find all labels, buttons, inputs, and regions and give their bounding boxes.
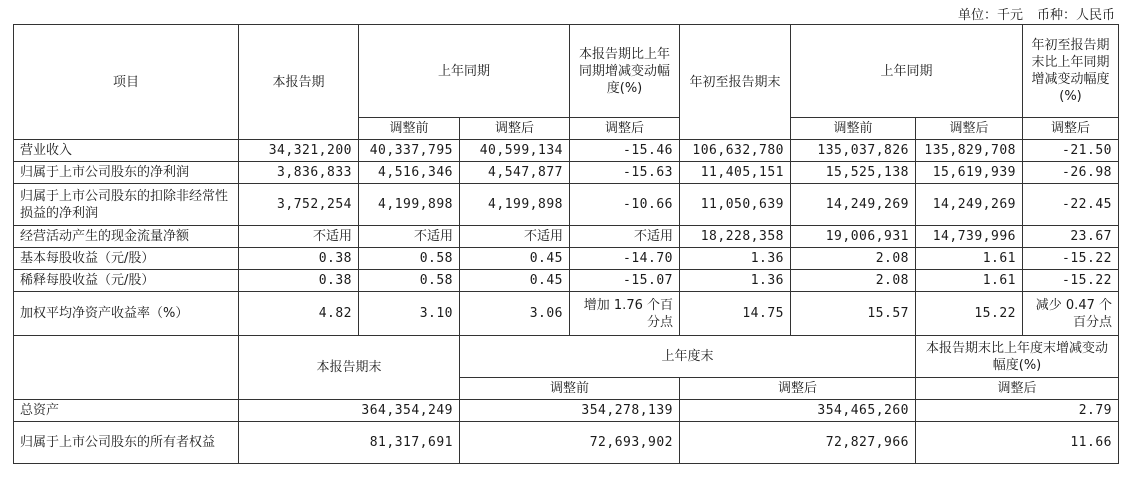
row-label: 稀释每股收益（元/股） <box>14 270 239 292</box>
cell-change: -15.63 <box>570 162 680 184</box>
unit-line <box>944 4 1115 23</box>
cell-ytd-prior-after: 135,829,708 <box>916 140 1023 162</box>
cell-ytd-change: 23.67 <box>1023 226 1119 248</box>
cell-ytd-prior-before: 2.08 <box>791 248 916 270</box>
header2-before-adj: 调整前 <box>460 378 680 400</box>
cell-ytd: 1.36 <box>680 270 791 292</box>
cell-change: 增加 1.76 个百分点 <box>570 292 680 336</box>
row-label: 归属于上市公司股东的所有者权益 <box>14 422 239 464</box>
cell-ytd-prior-before: 19,006,931 <box>791 226 916 248</box>
cell-ytd-prior-after: 1.61 <box>916 248 1023 270</box>
cell-prior-before: 0.58 <box>359 248 460 270</box>
cell-ytd-prior-before: 14,249,269 <box>791 184 916 226</box>
cell-current: 3,752,254 <box>239 184 359 226</box>
row-label: 经营活动产生的现金流量净额 <box>14 226 239 248</box>
table-row <box>14 422 1119 464</box>
cell-prior-after: 0.45 <box>460 270 570 292</box>
cell-ytd: 18,228,358 <box>680 226 791 248</box>
cell-prior-before: 4,199,898 <box>359 184 460 226</box>
cell-prior-after: 4,547,877 <box>460 162 570 184</box>
cell-ytd-prior-before: 135,037,826 <box>791 140 916 162</box>
header2-row-1 <box>14 336 1119 378</box>
cell-current: 0.38 <box>239 248 359 270</box>
cell-ytd-change: -15.22 <box>1023 248 1119 270</box>
cell-change: -14.70 <box>570 248 680 270</box>
table-row <box>14 226 1119 248</box>
header2-change-after-adj: 调整后 <box>916 378 1119 400</box>
cell-ytd: 106,632,780 <box>680 140 791 162</box>
cell-change: 不适用 <box>570 226 680 248</box>
cell-period-end: 364,354,249 <box>239 400 460 422</box>
header-current-period: 本报告期 <box>239 25 359 140</box>
cell-change: 11.66 <box>916 422 1119 464</box>
header2-after-adj: 调整后 <box>680 378 916 400</box>
cell-prior-before: 0.58 <box>359 270 460 292</box>
table-row <box>14 270 1119 292</box>
cell-current: 4.82 <box>239 292 359 336</box>
header-change-pct: 本报告期比上年同期增减变动幅度(%) <box>570 25 680 118</box>
header-after-adj: 调整后 <box>460 118 570 140</box>
cell-ytd-change: 减少 0.47 个百分点 <box>1023 292 1119 336</box>
cell-ytd: 1.36 <box>680 248 791 270</box>
row-label: 归属于上市公司股东的净利润 <box>14 162 239 184</box>
cell-period-end: 81,317,691 <box>239 422 460 464</box>
cell-prior-before: 不适用 <box>359 226 460 248</box>
cell-ytd-change: -26.98 <box>1023 162 1119 184</box>
header-before-adj: 调整前 <box>359 118 460 140</box>
header2-prior-year-end: 上年度末 <box>460 336 916 378</box>
cell-ytd-prior-after: 14,249,269 <box>916 184 1023 226</box>
cell-ytd-change: -22.45 <box>1023 184 1119 226</box>
cell-ytd-prior-before: 2.08 <box>791 270 916 292</box>
header-prior-period-2: 上年同期 <box>791 25 1023 118</box>
cell-ytd-prior-after: 14,739,996 <box>916 226 1023 248</box>
header-change-after-adj-2: 调整后 <box>1023 118 1119 140</box>
cell-ytd-prior-after: 1.61 <box>916 270 1023 292</box>
cell-before-adj: 354,278,139 <box>460 400 680 422</box>
cell-prior-before: 4,516,346 <box>359 162 460 184</box>
cell-ytd-prior-before: 15.57 <box>791 292 916 336</box>
row-label: 基本每股收益（元/股） <box>14 248 239 270</box>
header-ytd: 年初至报告期末 <box>680 25 791 140</box>
unit-label: 单位：千元 <box>957 8 1023 23</box>
cell-ytd-prior-before: 15,525,138 <box>791 162 916 184</box>
cell-prior-after: 40,599,134 <box>460 140 570 162</box>
cell-ytd: 11,050,639 <box>680 184 791 226</box>
cell-prior-after: 不适用 <box>460 226 570 248</box>
cell-current: 0.38 <box>239 270 359 292</box>
cell-after-adj: 354,465,260 <box>680 400 916 422</box>
table-row <box>14 162 1119 184</box>
cell-current: 3,836,833 <box>239 162 359 184</box>
header2-period-end: 本报告期末 <box>239 336 460 400</box>
cell-change: 2.79 <box>916 400 1119 422</box>
cell-prior-before: 3.10 <box>359 292 460 336</box>
header-item: 项目 <box>14 25 239 140</box>
row-label: 加权平均净资产收益率（%） <box>14 292 239 336</box>
row-label: 总资产 <box>14 400 239 422</box>
cell-change: -10.66 <box>570 184 680 226</box>
cell-ytd: 11,405,151 <box>680 162 791 184</box>
cell-ytd: 14.75 <box>680 292 791 336</box>
cell-prior-after: 0.45 <box>460 248 570 270</box>
cell-current: 34,321,200 <box>239 140 359 162</box>
cell-ytd-change: -15.22 <box>1023 270 1119 292</box>
cell-change: -15.46 <box>570 140 680 162</box>
currency-label: 币种：人民币 <box>1036 8 1115 23</box>
financial-data-table <box>13 24 1119 464</box>
header-change-after-adj: 调整后 <box>570 118 680 140</box>
table-row <box>14 184 1119 226</box>
header-after-adj-2: 调整后 <box>916 118 1023 140</box>
row-label: 营业收入 <box>14 140 239 162</box>
cell-ytd-change: -21.50 <box>1023 140 1119 162</box>
header-before-adj-2: 调整前 <box>791 118 916 140</box>
cell-ytd-prior-after: 15.22 <box>916 292 1023 336</box>
cell-prior-after: 3.06 <box>460 292 570 336</box>
cell-prior-before: 40,337,795 <box>359 140 460 162</box>
header2-change-pct: 本报告期末比上年度末增减变动幅度(%) <box>916 336 1119 378</box>
row-label: 归属于上市公司股东的扣除非经常性损益的净利润 <box>14 184 239 226</box>
table-row <box>14 400 1119 422</box>
header2-item-blank <box>14 336 239 400</box>
cell-ytd-prior-after: 15,619,939 <box>916 162 1023 184</box>
table-row <box>14 292 1119 336</box>
cell-prior-after: 4,199,898 <box>460 184 570 226</box>
header-row-1 <box>14 25 1119 118</box>
cell-before-adj: 72,693,902 <box>460 422 680 464</box>
cell-change: -15.07 <box>570 270 680 292</box>
header-prior-period: 上年同期 <box>359 25 570 118</box>
table-row <box>14 248 1119 270</box>
cell-current: 不适用 <box>239 226 359 248</box>
cell-after-adj: 72,827,966 <box>680 422 916 464</box>
table-row <box>14 140 1119 162</box>
header-ytd-change-pct: 年初至报告期末比上年同期增减变动幅度(%) <box>1023 25 1119 118</box>
